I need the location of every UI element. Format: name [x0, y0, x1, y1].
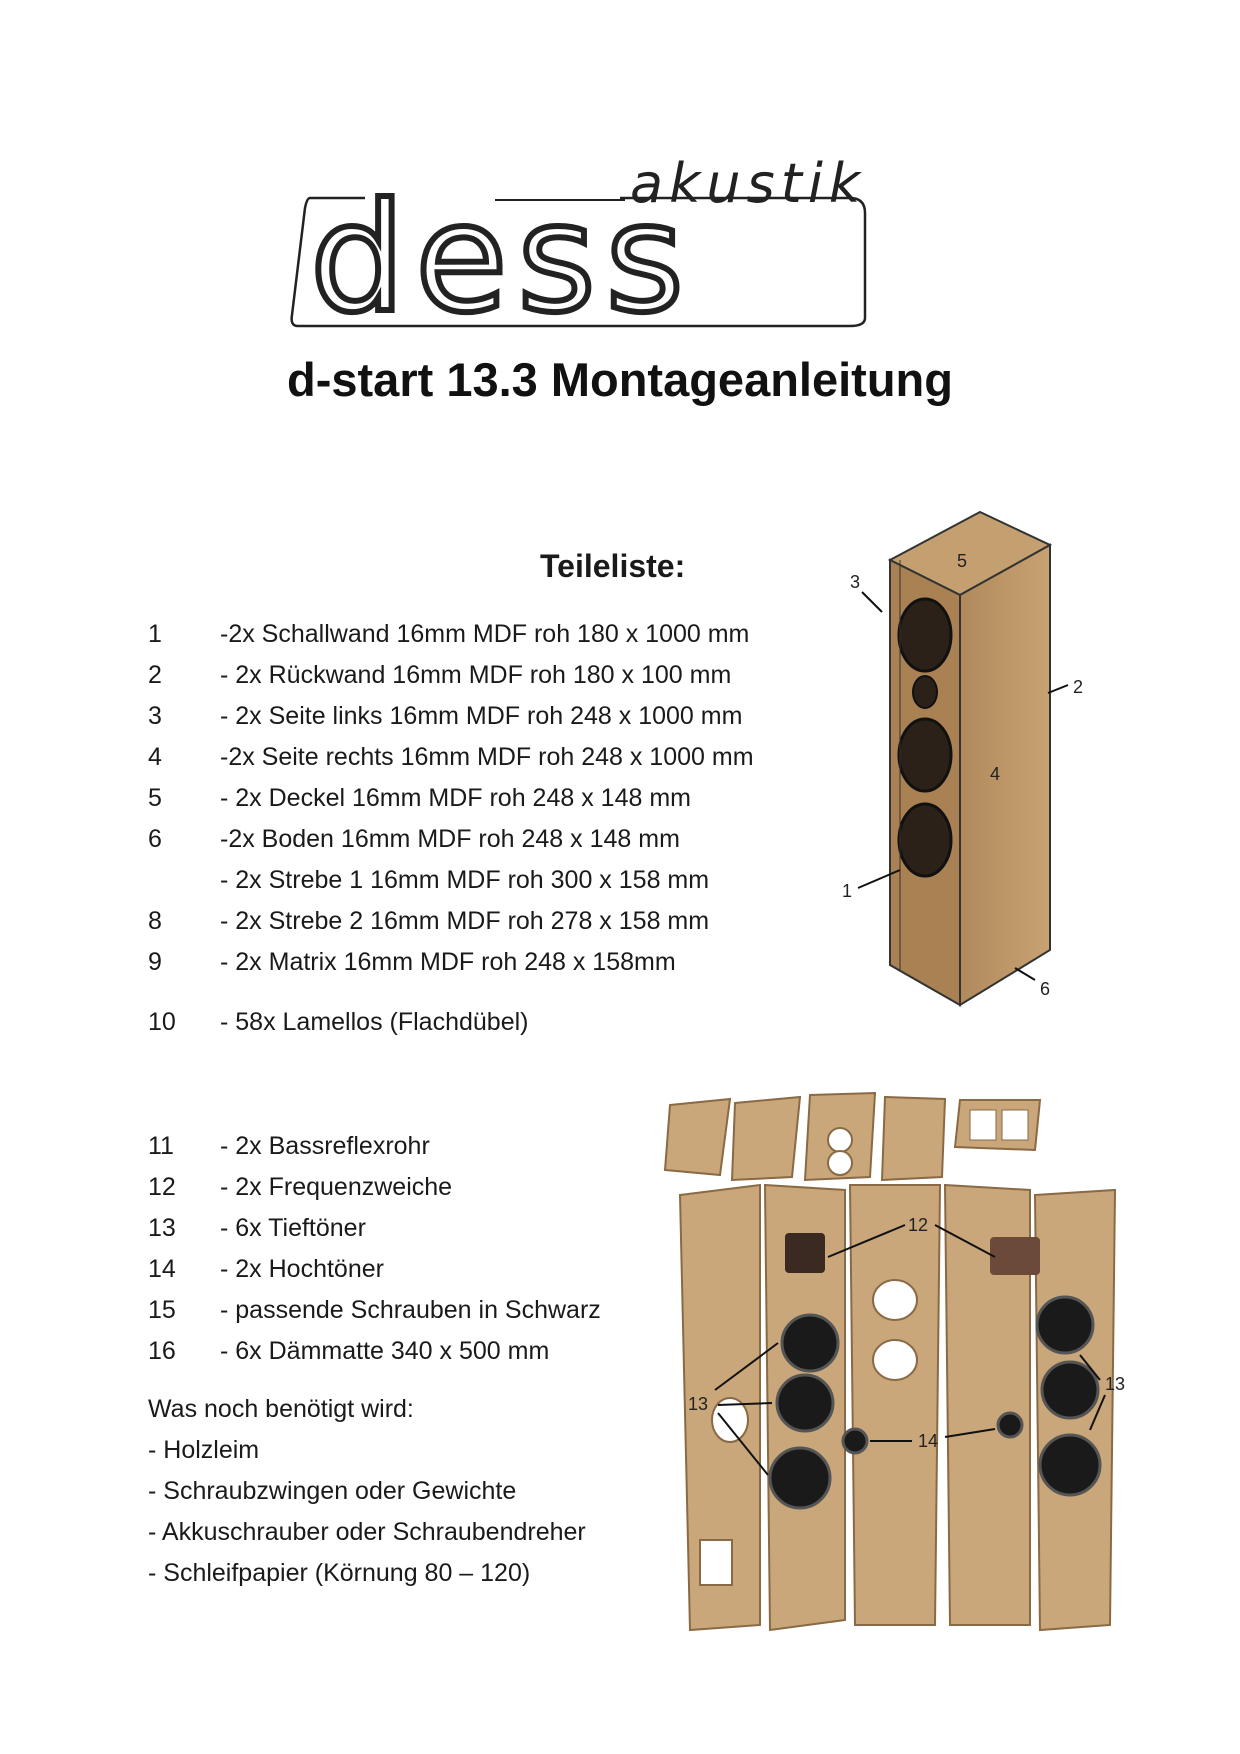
list-item: - Holzleim: [148, 1436, 260, 1464]
cabinet-label: 3: [850, 572, 861, 592]
list-item: - Schleifpapier (Körnung 80 – 120): [148, 1559, 531, 1587]
parts-heading: Teileliste:: [540, 548, 686, 584]
svg-text:akustik: akustik: [630, 152, 867, 215]
cabinet-illustration: [830, 500, 1090, 1020]
cabinet-label: 1: [842, 881, 853, 901]
kit-label: 13: [688, 1394, 709, 1414]
kit-label: 13: [1105, 1374, 1126, 1394]
cabinet-label: 4: [990, 764, 1001, 784]
kit-label: 12: [908, 1215, 929, 1235]
page-title: d-start 13.3 Montageanleitung: [287, 353, 953, 406]
list-item: - Schraubzwingen oder Gewichte: [148, 1477, 517, 1505]
list-item: - Akkuschrauber oder Schraubendreher: [148, 1518, 586, 1546]
svg-text:dess: dess: [310, 172, 694, 330]
kit-illustration: [660, 1085, 1130, 1635]
cabinet-label: 5: [957, 551, 968, 571]
required-tools-heading: Was noch benötigt wird:: [148, 1395, 414, 1423]
cabinet-label: 2: [1073, 677, 1084, 697]
required-tools: [148, 1395, 586, 1600]
cabinet-label: 6: [1040, 979, 1051, 999]
kit-label: 14: [918, 1431, 939, 1451]
dess-akustik-logo: [290, 140, 950, 330]
